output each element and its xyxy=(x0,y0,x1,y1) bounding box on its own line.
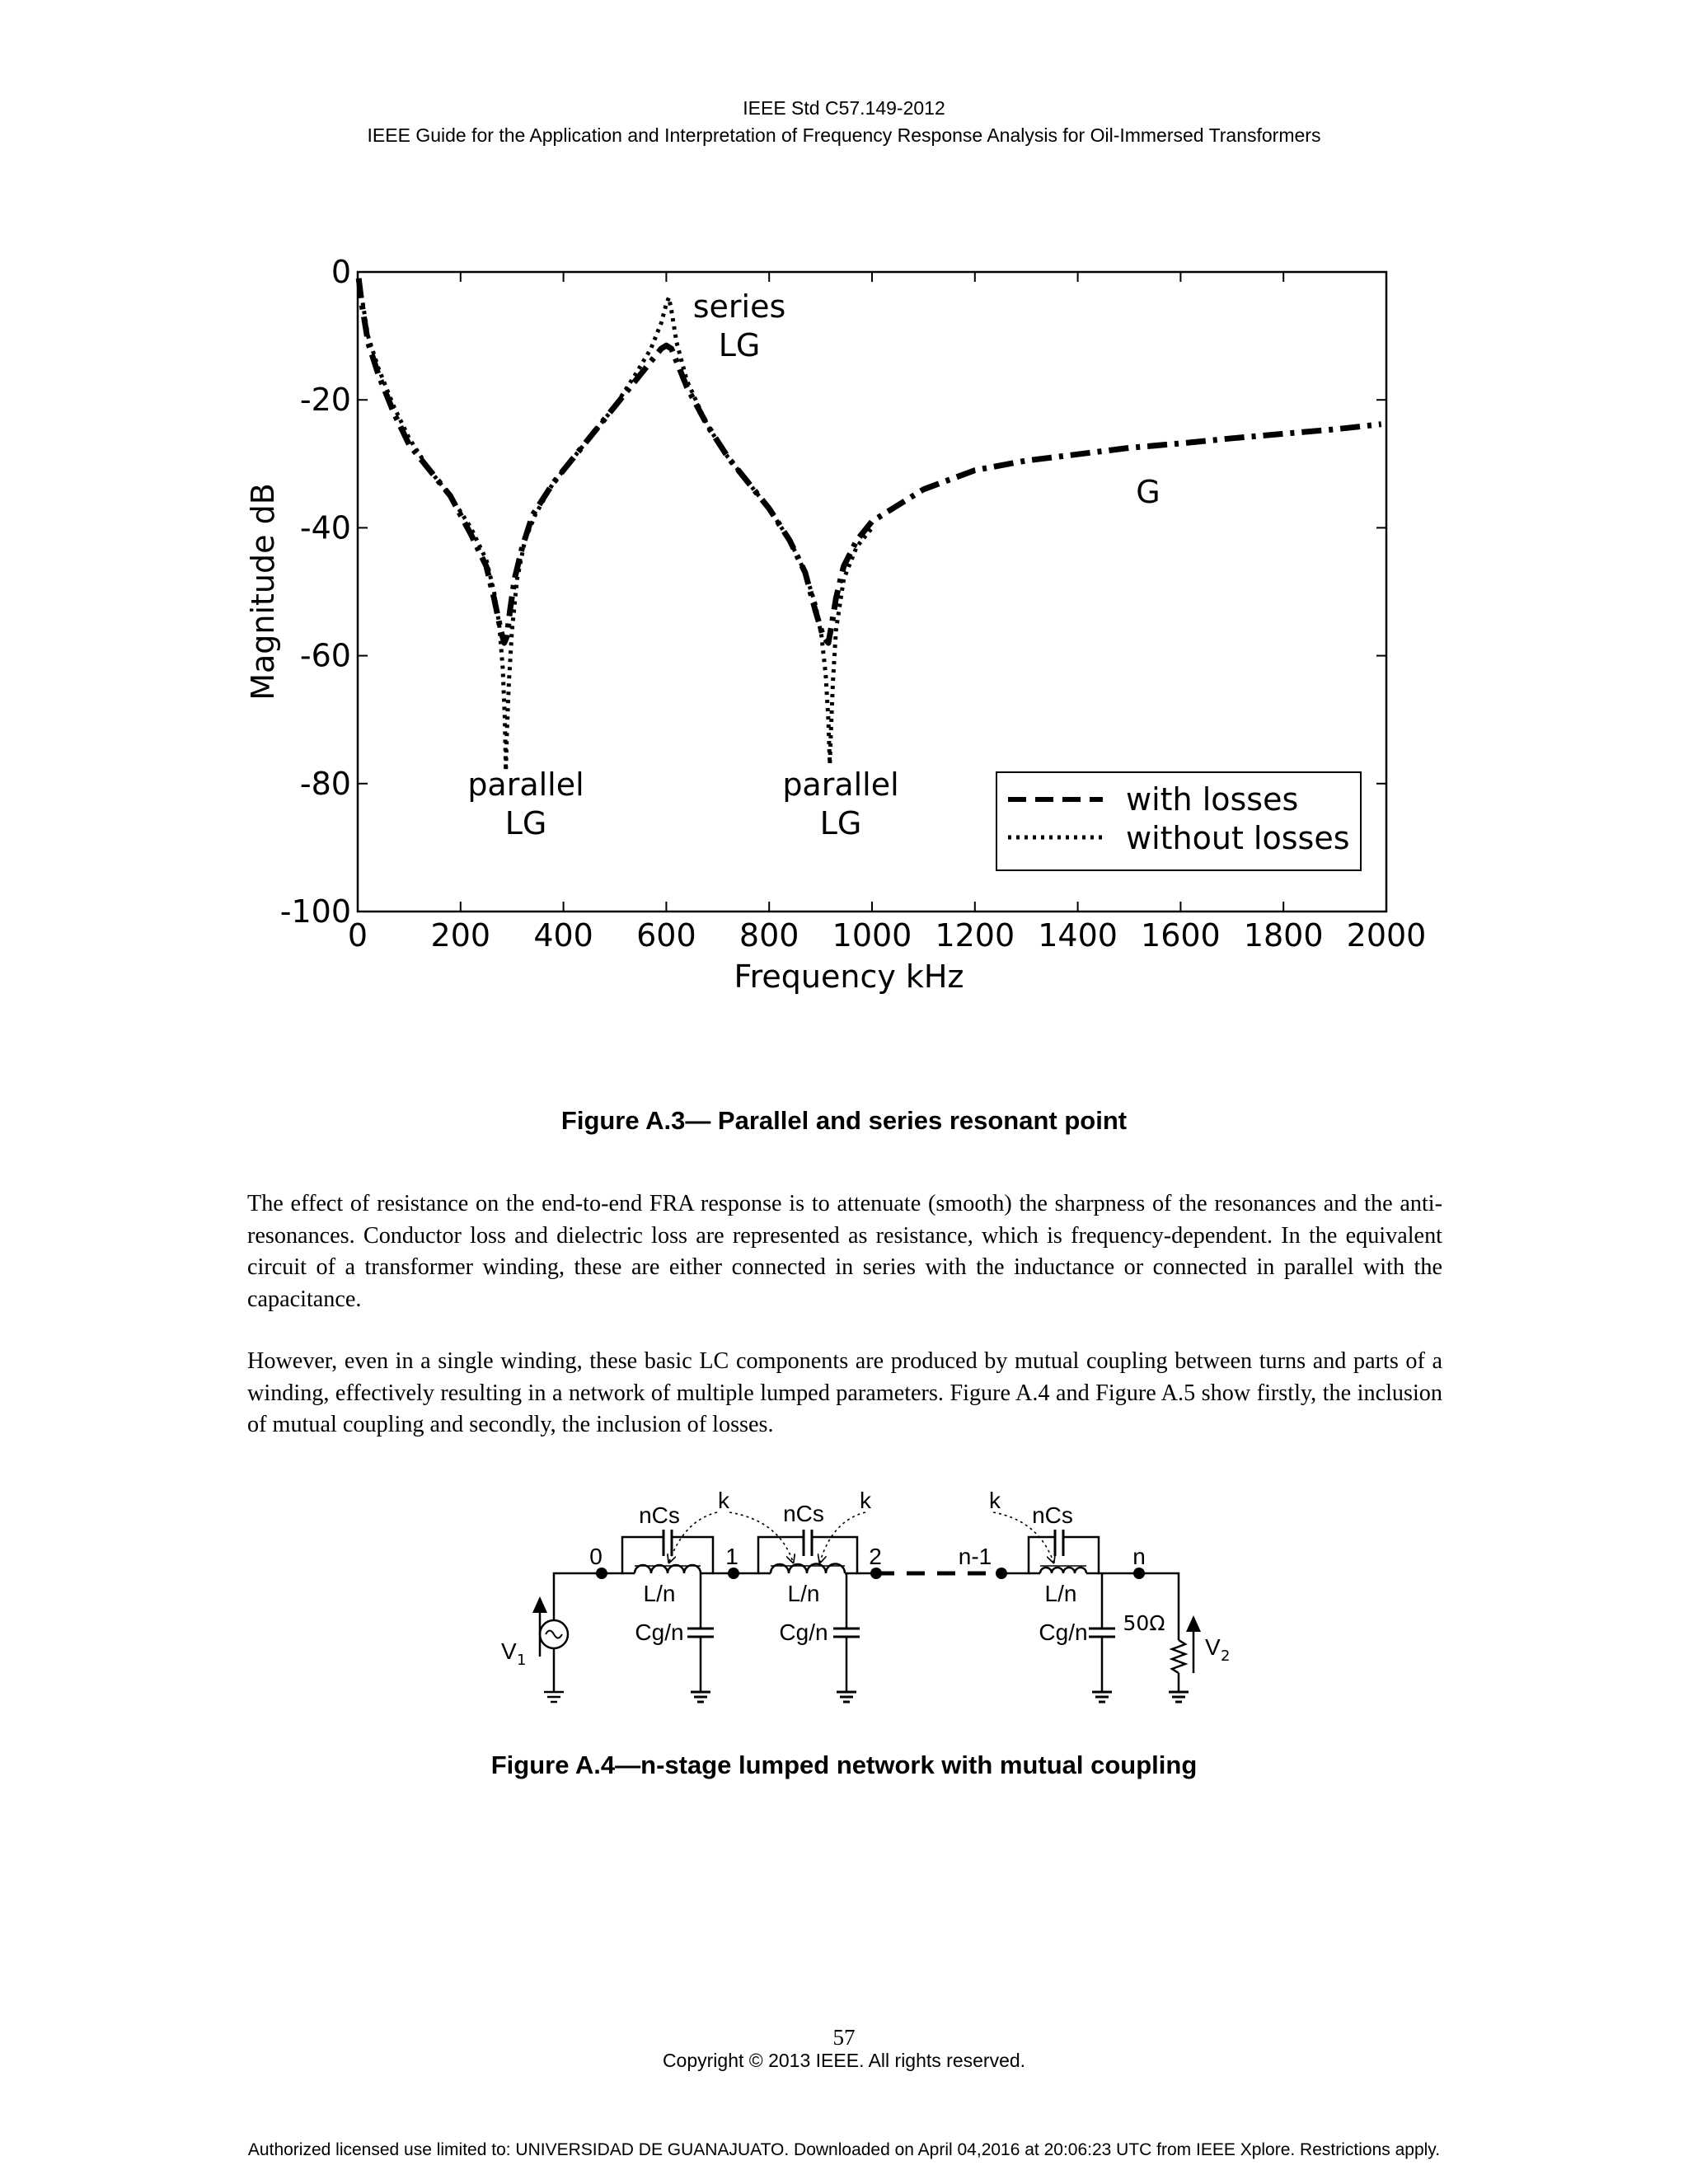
label-v1: V xyxy=(501,1638,517,1664)
resistor-50ohm xyxy=(1172,1640,1185,1673)
x-tick-label: 200 xyxy=(430,917,491,954)
label-v1-subscript: 1 xyxy=(517,1652,527,1669)
label-k-3: k xyxy=(989,1488,1001,1513)
x-tick-label: 400 xyxy=(533,917,593,954)
label-k-2: k xyxy=(860,1488,871,1513)
label-node-nm1: n-1 xyxy=(958,1544,992,1569)
x-tick-label: 1200 xyxy=(935,917,1015,954)
node-dot-2 xyxy=(870,1568,882,1579)
y-tick-label: 0 xyxy=(331,254,351,290)
label-ncs-n: nCs xyxy=(1032,1502,1073,1528)
label-ln-1: L/n xyxy=(643,1581,676,1606)
label-node-2: 2 xyxy=(869,1544,882,1569)
label-v2-subscript: 2 xyxy=(1221,1647,1231,1665)
header-standard: IEEE Std C57.149-2012 xyxy=(743,97,945,119)
node-dot-1 xyxy=(728,1568,739,1579)
label-v2: V xyxy=(1205,1634,1221,1660)
inductor-n xyxy=(1040,1568,1086,1573)
x-tick-label: 1400 xyxy=(1038,917,1118,954)
label-ln-2: L/n xyxy=(787,1581,820,1606)
x-tick-label: 0 xyxy=(347,917,368,954)
legend-label-without-losses: without losses xyxy=(1126,820,1350,856)
authorization-notice: Authorized licensed use limited to: UNIVERSIDAD DE GUANAJUATO. Downloaded on April 04,2016 at 20:06:23 UTC from IEEE Xplore. Restrictions apply. xyxy=(247,2140,1441,2159)
annotation-parallel-1: parallel xyxy=(467,766,584,803)
x-axis-label: Frequency kHz xyxy=(734,958,964,995)
x-tick-label: 1600 xyxy=(1141,917,1221,954)
page-number: 57 xyxy=(832,2025,856,2050)
annotation-series-lg: LG xyxy=(718,327,761,363)
annotation-parallel-2-lg: LG xyxy=(819,805,862,841)
y-tick-label: -80 xyxy=(299,765,351,802)
label-ncs-2: nCs xyxy=(783,1501,824,1526)
label-k-1: k xyxy=(718,1488,729,1513)
label-node-1: 1 xyxy=(725,1544,738,1569)
x-tick-label: 600 xyxy=(636,917,696,954)
figure-a4-caption: Figure A.4—n-stage lumped network with mutual coupling xyxy=(490,1750,1198,1779)
label-cgn-n: Cg/n xyxy=(1039,1619,1088,1645)
y-tick-label: -40 xyxy=(299,509,351,546)
label-ln-n: L/n xyxy=(1044,1581,1077,1606)
label-cgn-2: Cg/n xyxy=(779,1619,828,1645)
node-dot-nm1 xyxy=(996,1568,1007,1579)
y-tick-label: -20 xyxy=(299,382,351,419)
x-tick-label: 1800 xyxy=(1243,917,1324,954)
label-node-n: n xyxy=(1132,1544,1146,1569)
label-node-0: 0 xyxy=(589,1544,603,1569)
inductor-2 xyxy=(771,1564,845,1574)
label-cgn-1: Cg/n xyxy=(635,1619,684,1645)
label-resistor: 50Ω xyxy=(1123,1611,1165,1635)
node-dot-n xyxy=(1133,1568,1145,1579)
annotation-series: series xyxy=(692,288,786,325)
x-tick-label: 2000 xyxy=(1346,917,1427,954)
label-ncs-1: nCs xyxy=(639,1502,680,1528)
y-tick-label: -60 xyxy=(299,637,351,674)
copyright-notice: Copyright © 2013 IEEE. All rights reserved. xyxy=(662,2050,1026,2071)
figure-a3-caption: Figure A.3— Parallel and series resonant point xyxy=(560,1106,1128,1135)
x-tick-label: 1000 xyxy=(832,917,912,954)
y-axis-label: Magnitude dB xyxy=(245,483,281,701)
body-paragraph-1: The effect of resistance on the end-to-end FRA response is to attenuate (smooth) the sharpness of the resonances and the anti-resonances. Conductor loss and dielectric loss are represented as resistance, which is frequency-dependent. In the equivalent circuit of a transformer winding, these are either connected in series with the inductance or connected in parallel with the capacitance. xyxy=(247,1191,1442,1312)
node-dot-0 xyxy=(596,1568,607,1579)
x-tick-label: 800 xyxy=(738,917,799,954)
annotation-g: G xyxy=(1136,474,1160,510)
legend-label-with-losses: with losses xyxy=(1126,781,1299,818)
annotation-parallel-1-lg: LG xyxy=(504,805,547,841)
header-title: IEEE Guide for the Application and Interpretation of Frequency Response Analysis for Oil-Immersed Transformers xyxy=(367,124,1321,146)
body-paragraph-2: However, even in a single winding, these basic LC components are produced by mutual coupling between turns and parts of a winding, effectively resulting in a network of multiple lumped parameters. Figure A.4 and Figure A.5 show firstly, the inclusion of mutual coupling and secondly, the inclusion of losses. xyxy=(247,1348,1442,1437)
annotation-parallel-2: parallel xyxy=(782,766,899,803)
y-tick-label: -100 xyxy=(279,893,351,930)
